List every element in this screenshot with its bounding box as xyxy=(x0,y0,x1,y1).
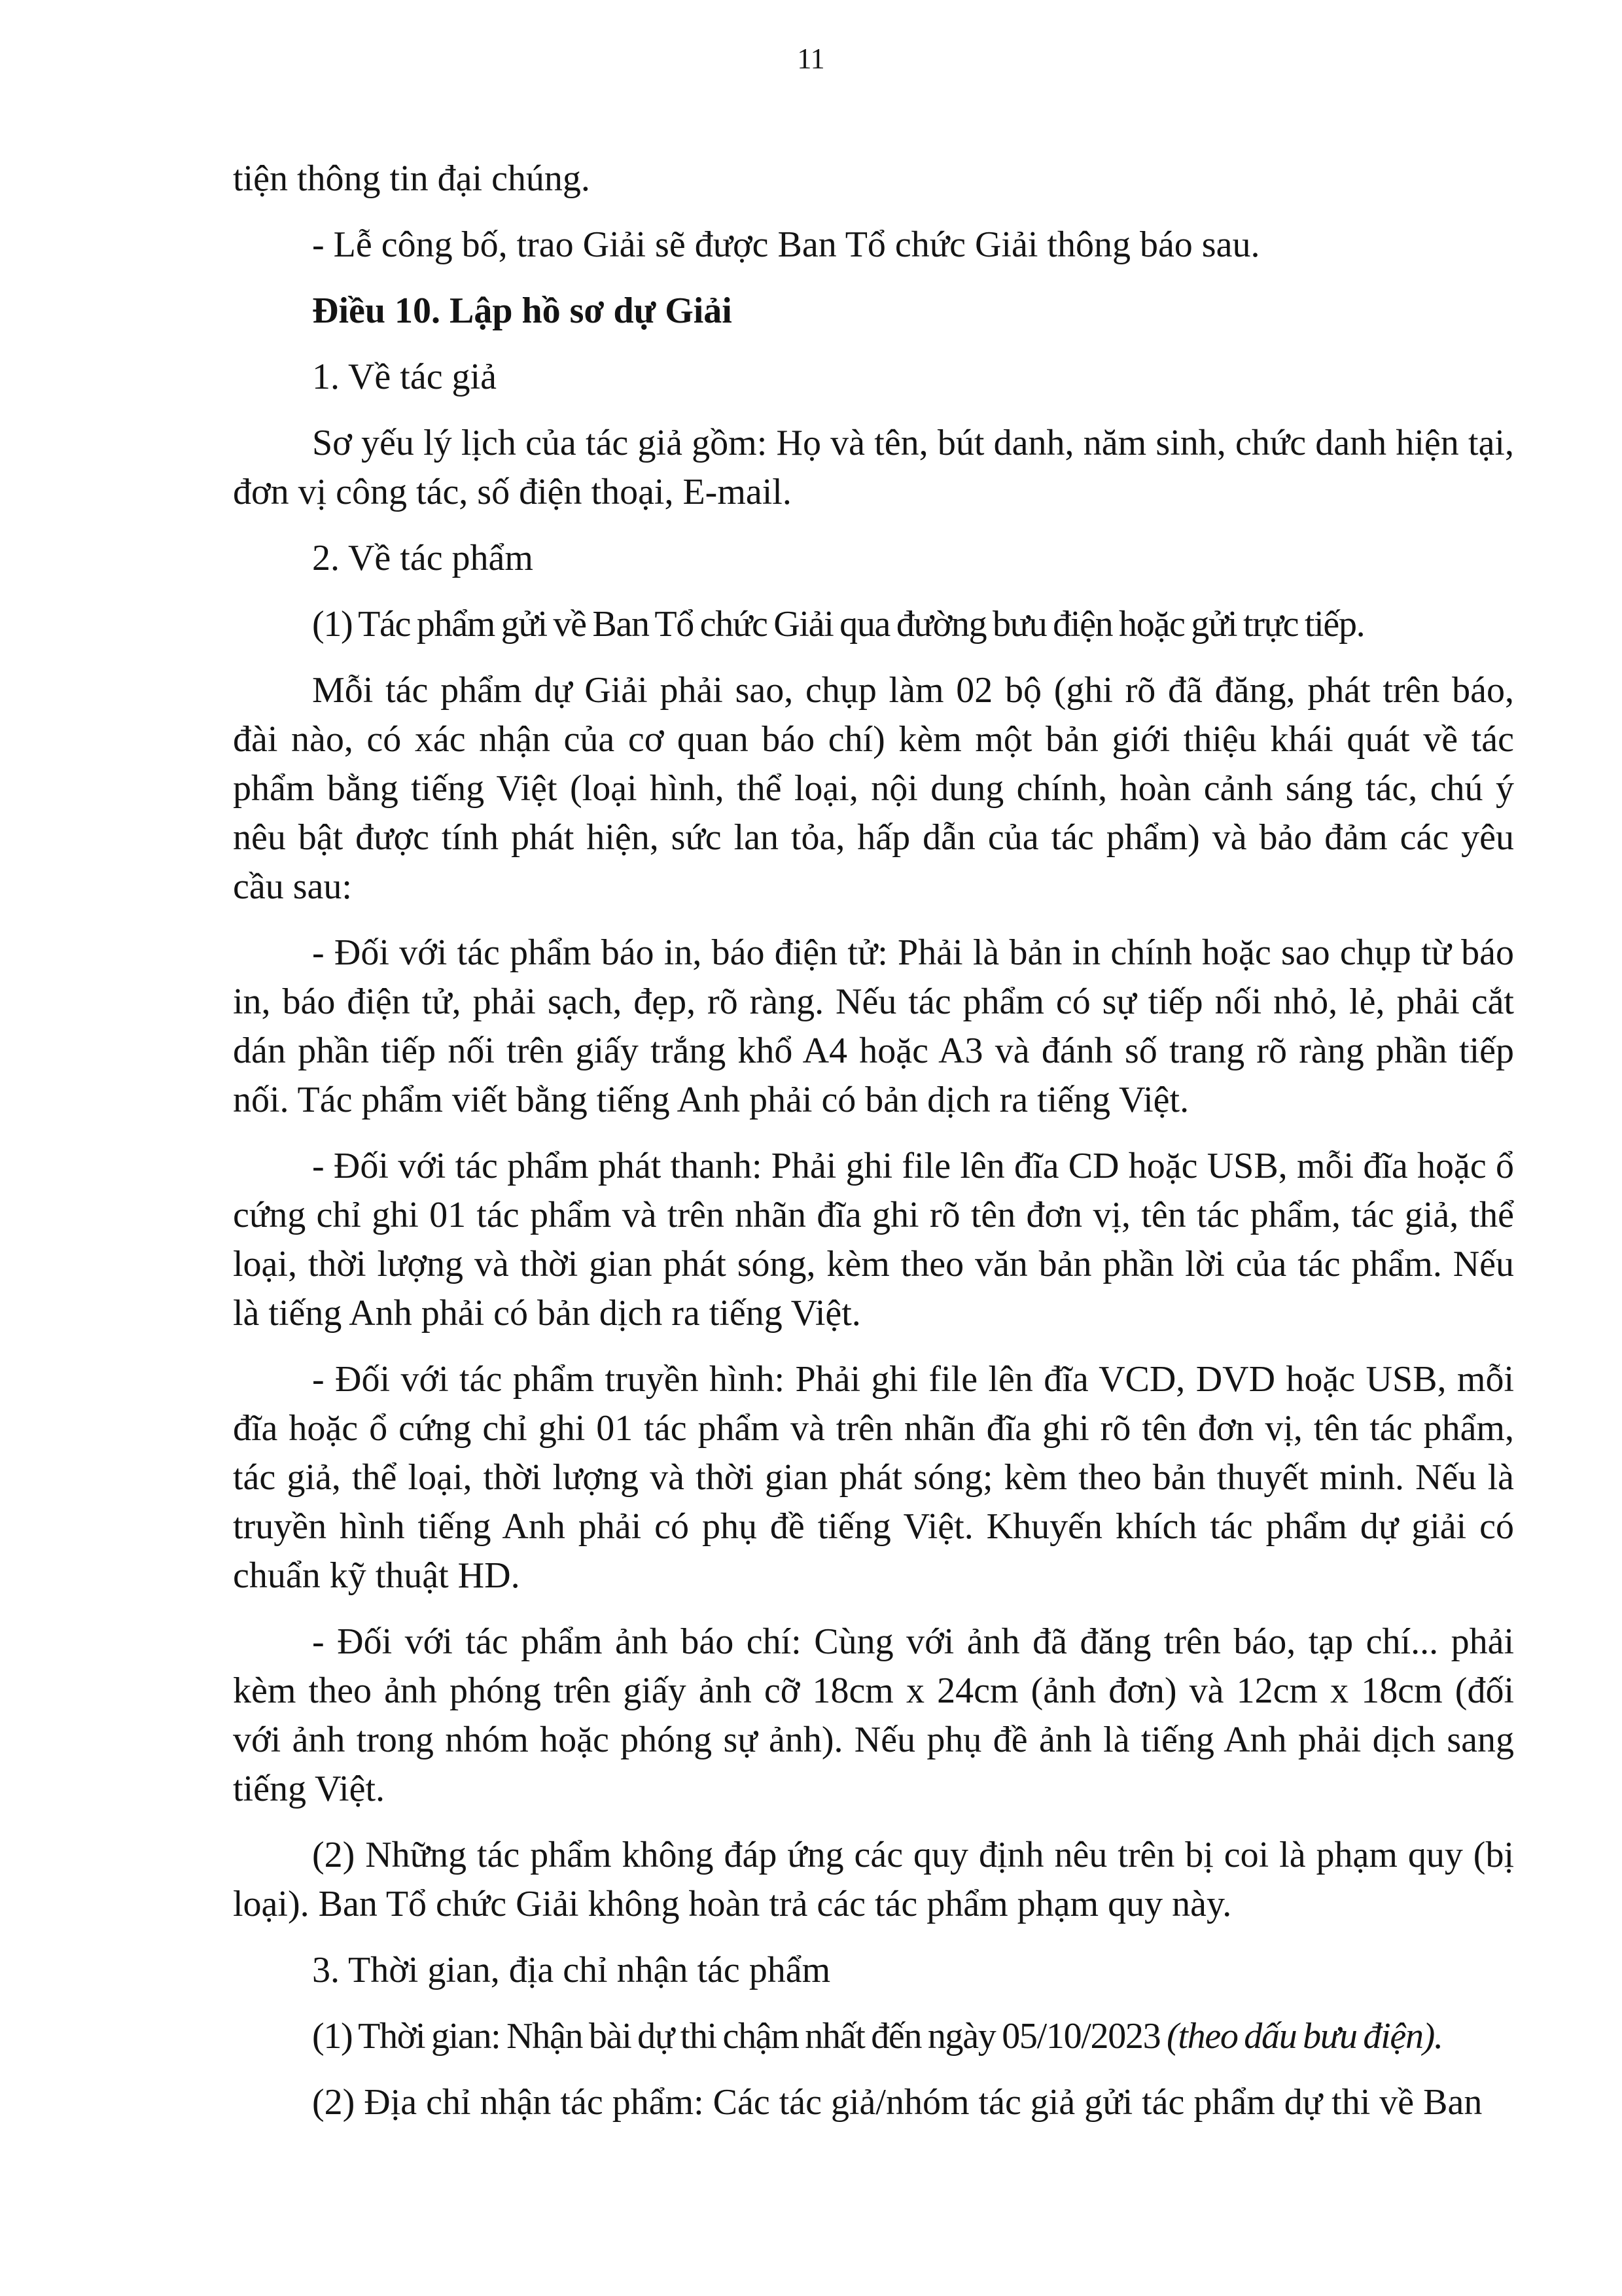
paragraph-continuation: tiện thông tin đại chúng. xyxy=(233,158,590,199)
paragraph-author-cv: Sơ yếu lý lịch của tác giả gồm: Họ và tên, bút danh, năm sinh, chức danh hiện tại, đơn vị công tác, số điện thoại, E-mail. xyxy=(233,423,1514,512)
deadline-text: (1) Thời gian: Nhận bài dự thi chậm nhất đến ngày 05/10/2023 xyxy=(312,2016,1167,2057)
section-heading-author: 1. Về tác giả xyxy=(312,357,497,397)
paragraph-deadline xyxy=(233,2012,1514,2061)
paragraph-copy-requirements: Mỗi tác phẩm dự Giải phải sao, chụp làm 02 bộ (ghi rõ đã đăng, phát trên báo, đài nào, có xác nhận của cơ quan báo chí) kèm một bản giới thiệu khái quát về tác phẩm bằng tiếng Việt (loại hình, thể loại, nội dung chính, hoàn cảnh sáng tác, chú ý nêu bật được tính phát hiện, sức lan tỏa, hấp dẫn của tác phẩm) và bảo đảm các yêu cầu sau: xyxy=(233,670,1514,907)
section-heading-works: 2. Về tác phẩm xyxy=(312,538,533,578)
paragraph-submission-method: (1) Tác phẩm gửi về Ban Tổ chức Giải qua đường bưu điện hoặc gửi trực tiếp. xyxy=(312,604,1365,645)
paragraph-violations: (2) Những tác phẩm không đáp ứng các quy định nêu trên bị coi là phạm quy (bị loại). Ban Tổ chức Giải không hoàn trả các tác phẩm phạm quy này. xyxy=(233,1835,1514,1924)
paragraph-radio-works: - Đối với tác phẩm phát thanh: Phải ghi file lên đĩa CD hoặc USB, mỗi đĩa hoặc ổ cứng chỉ ghi 01 tác phẩm và trên nhãn đĩa ghi rõ tên đơn vị, tên tác phẩm, tác giả, thể loại, thời lượng và thời gian phát sóng, kèm theo văn bản phần lời của tác phẩm. Nếu là tiếng Anh phải có bản dịch ra tiếng Việt. xyxy=(233,1146,1514,1333)
paragraph-tv-works: - Đối với tác phẩm truyền hình: Phải ghi file lên đĩa VCD, DVD hoặc USB, mỗi đĩa hoặc ổ cứng chỉ ghi 01 tác phẩm và trên nhãn đĩa ghi rõ tên đơn vị, tên tác phẩm, tác giả, thể loại, thời lượng và thời gian phát sóng; kèm theo bản thuyết minh. Nếu là truyền hình tiếng Anh phải có phụ đề tiếng Việt. Khuyến khích tác phẩm dự giải có chuẩn kỹ thuật HD. xyxy=(233,1359,1514,1596)
paragraph-photo-works: - Đối với tác phẩm ảnh báo chí: Cùng với ảnh đã đăng trên báo, tạp chí... phải kèm theo ảnh phóng trên giấy ảnh cỡ 18cm x 24cm (ảnh đơn) và 12cm x 18cm (đối với ảnh trong nhóm hoặc phóng sự ảnh). Nếu phụ đề ảnh là tiếng Anh phải dịch sang tiếng Việt. xyxy=(233,1621,1514,1809)
article-heading: Điều 10. Lập hồ sơ dự Giải xyxy=(312,291,732,331)
page-number: 11 xyxy=(797,43,825,75)
deadline-note: (theo dấu bưu điện). xyxy=(1167,2016,1443,2057)
document-body xyxy=(233,154,1514,2144)
paragraph-award-announcement: - Lễ công bố, trao Giải sẽ được Ban Tổ chức Giải thông báo sau. xyxy=(312,224,1260,265)
paragraph-print-works: - Đối với tác phẩm báo in, báo điện tử: Phải là bản in chính hoặc sao chụp từ báo in, báo điện tử, phải sạch, đẹp, rõ ràng. Nếu tác phẩm có sự tiếp nối nhỏ, lẻ, phải cắt dán phần tiếp nối trên giấy trắng khổ A4 hoặc A3 và đánh số trang rõ ràng phần tiếp nối. Tác phẩm viết bằng tiếng Anh phải có bản dịch ra tiếng Việt. xyxy=(233,932,1514,1120)
section-heading-time-address: 3. Thời gian, địa chỉ nhận tác phẩm xyxy=(312,1950,831,1990)
paragraph-address: (2) Địa chỉ nhận tác phẩm: Các tác giả/nhóm tác giả gửi tác phẩm dự thi về Ban xyxy=(312,2082,1483,2123)
